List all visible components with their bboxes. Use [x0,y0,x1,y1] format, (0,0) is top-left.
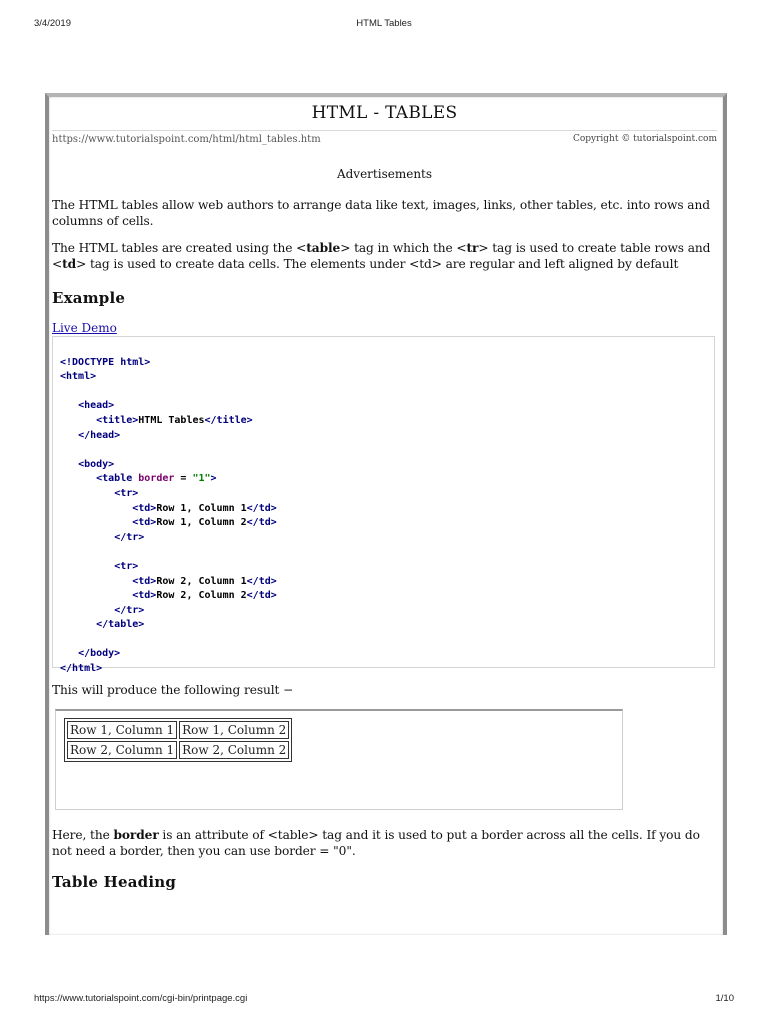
table-cell: Row 1, Column 2 [179,721,289,739]
p2-text-d: > tag is used to create table rows and < [52,241,711,271]
p2-text-c: > tag in which the < [340,241,467,255]
code-token: <td> [132,502,157,514]
result-intro: This will produce the following result − [52,683,294,697]
p3-text-a: Here, the [52,828,114,842]
table-cell: Row 2, Column 2 [179,741,289,759]
code-token: <table [96,473,133,485]
code-line [60,429,277,444]
code-line [60,370,277,385]
code-line [60,399,277,414]
print-title: HTML Tables [356,18,412,29]
code-line [60,356,277,371]
tables-paragraph [52,240,712,272]
code-line [60,385,277,400]
code-token: </body> [78,648,121,660]
p2-tr-keyword: tr [466,241,479,255]
table-cell: Row 1, Column 1 [67,721,177,739]
ads-label: Advertisements [336,167,433,181]
code-token: </title> [204,414,253,426]
source-bar [52,130,717,147]
p2-td-keyword: td [62,257,77,271]
code-line [60,516,277,531]
code-token: HTML Tables [138,414,205,426]
code-token: <td> [132,517,157,529]
table-heading-heading: Table Heading [52,873,177,891]
code-line [60,502,277,517]
print-footer-url: https://www.tutorialspoint.com/cgi-bin/printpage.cgi [34,993,248,1004]
code-line [60,560,277,575]
p2-table-keyword: table [306,241,341,255]
code-line [60,545,277,560]
page-number: 1/10 [715,993,734,1004]
copyright-notice: Copyright © tutorialspoint.com [572,134,717,144]
source-url: https://www.tutorialspoint.com/html/html_tables.htm [52,134,321,145]
code-token: <td> [132,590,157,602]
code-token: <tr> [114,487,139,499]
page-title: HTML - TABLES [311,103,458,123]
code-token: </head> [78,429,121,441]
code-line [60,589,277,604]
code-token: > [210,473,217,485]
code-line [60,618,277,633]
code-token: Row 1, Column 2 [156,517,247,529]
code-line [60,458,277,473]
code-token: <tr> [114,560,139,572]
p3-border-keyword: border [113,828,159,842]
code-token: Row 2, Column 2 [156,590,247,602]
table-cell: Row 2, Column 1 [67,741,177,759]
code-token: <td> [132,575,157,587]
code-line [60,487,277,502]
code-token: <title> [96,414,139,426]
p2-text-e: > tag is used to create data cells. The elements under <td> are regular and left aligned by default [76,257,679,271]
code-token: "1" [192,473,211,485]
p2-text-a: The HTML tables are created using the < [52,241,307,255]
code-token: </td> [246,590,277,602]
code-token: </td> [246,502,277,514]
code-line [60,443,277,458]
code-line [60,604,277,619]
code-token: </td> [246,517,277,529]
code-token: </td> [246,575,277,587]
code-token: Row 1, Column 1 [156,502,247,514]
intro-paragraph: The HTML tables allow web authors to arrange data like text, images, links, other tables, etc. into rows and columns of cells. [52,198,710,228]
code-block [52,336,715,675]
print-header [0,18,768,34]
code-line [60,575,277,590]
code-token: </tr> [114,604,145,616]
code-lines [60,341,277,706]
code-line [60,633,277,648]
code-token: </tr> [114,531,145,543]
p3-text-c: is an attribute of <table> tag and it is used to put a border across all the cells. If you do not need a border, then you can use border = "0". [52,828,700,858]
code-token: </html> [60,663,103,675]
code-line [60,472,277,487]
live-demo-link[interactable]: Live Demo [52,321,117,335]
code-token: <body> [78,458,115,470]
code-token: border [132,473,175,485]
result-table [64,718,292,762]
code-line [60,647,277,662]
table-row [67,721,289,739]
code-line [60,531,277,546]
code-token: <html> [60,371,97,383]
code-token: <!DOCTYPE html> [60,356,151,368]
code-token: <head> [78,400,115,412]
border-paragraph [52,827,712,859]
print-date: 3/4/2019 [34,18,71,29]
table-row [67,741,289,759]
code-token: = [174,473,193,485]
code-token: </table> [96,619,145,631]
example-heading: Example [52,289,126,307]
code-token: Row 2, Column 1 [156,575,247,587]
article-frame [45,93,727,935]
code-line [60,414,277,429]
result-preview [55,709,623,810]
code-line [60,662,277,677]
